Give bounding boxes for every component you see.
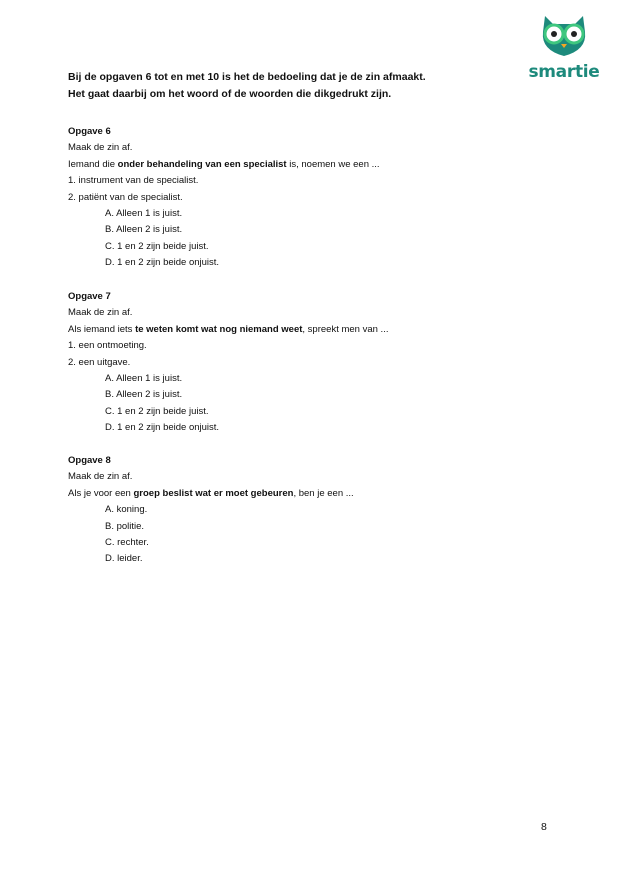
answer-option: A. Alleen 1 is juist. [105,208,183,220]
owl-icon [535,10,593,60]
statement: 2. een uitgave. [68,356,131,368]
statement: 1. een ontmoeting. [68,340,147,352]
instruction-line-1: Bij de opgaven 6 tot en met 10 is het de bedoeling dat je de zin afmaakt. [68,71,426,83]
bold-phrase: te weten komt wat nog niemand weet [135,323,303,335]
smartie-logo [527,10,601,86]
statement: 2. patiënt van de specialist. [68,191,183,203]
exercise-sentence: Als je voor een groep beslist wat er moet gebeuren, ben je een ... [68,487,354,499]
bold-phrase: groep beslist wat er moet gebeuren [133,487,294,499]
exercise-7 [68,289,538,437]
exercise-sentence: Als iemand iets te weten komt wat nog niemand weet, spreekt men van ... [68,323,389,335]
answer-option: B. Alleen 2 is juist. [105,224,183,236]
answer-option: D. 1 en 2 zijn beide onjuist. [105,257,220,269]
answer-option: B. politie. [105,520,145,532]
exercise-sentence: Iemand die onder behandeling van een specialist is, noemen we een ... [68,158,380,170]
instructions [68,69,538,103]
answer-option: A. Alleen 1 is juist. [105,373,183,385]
bold-phrase: onder behandeling van een specialist [117,158,287,170]
answer-option: C. 1 en 2 zijn beide juist. [105,405,209,417]
exercise-6 [68,124,538,272]
exercise-heading: Opgave 8 [68,455,111,466]
statement: 1. instrument van de specialist. [68,175,199,187]
logo-text: smartie [528,62,600,82]
answer-option: C. 1 en 2 zijn beide juist. [105,240,209,252]
exercise-heading: Opgave 6 [68,126,111,137]
exercise-8 [68,453,538,568]
instruction-line-2: Het gaat daarbij om het woord of de woorden die dikgedrukt zijn. [68,88,392,100]
answer-option: D. leider. [105,553,143,565]
exercise-instruction: Maak de zin af. [68,307,133,319]
answer-option: B. Alleen 2 is juist. [105,389,183,401]
answer-option: D. 1 en 2 zijn beide onjuist. [105,422,220,434]
answer-option: C. rechter. [105,537,149,549]
answer-option: A. koning. [105,504,148,516]
exercise-instruction: Maak de zin af. [68,471,133,483]
exercise-instruction: Maak de zin af. [68,142,133,154]
page-number: 8 [541,821,547,833]
exercise-heading: Opgave 7 [68,291,111,302]
